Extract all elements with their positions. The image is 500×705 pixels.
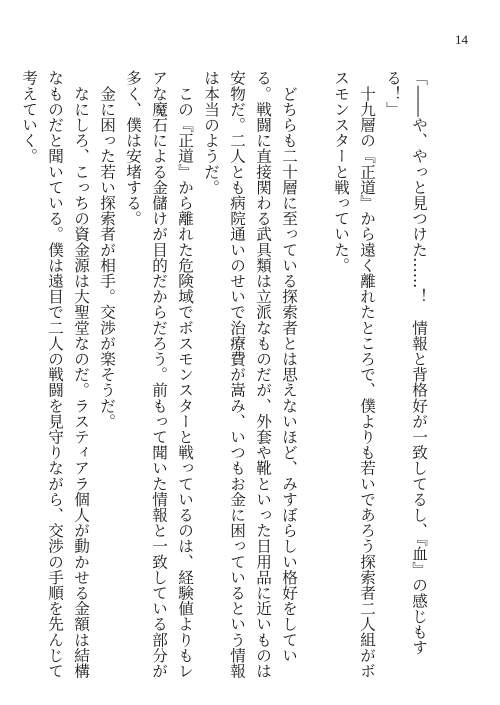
paragraph-break xyxy=(302,70,328,680)
paragraph-funding-source: なにしろ、こっちの資金源は大聖堂なのだ。ラスティアラ個人が動かせる金額は結構なものだと聞いている。僕は遠目で二人の戦闘を見守りながら、交渉の手順を先んじて考えていく。 xyxy=(20,70,90,679)
paragraph-break xyxy=(0,70,16,680)
page-number: 14 xyxy=(455,32,468,47)
paragraph-nineteenth-layer: 十九層の『正道』から遠く離れたところで、僕よりも若いであろう探索者二人組がボスモンスターと戦っていた。 xyxy=(332,70,376,679)
paragraph-easy-negotiation: 金に困った若い探索者が相手。交渉が楽そうだ。 xyxy=(98,70,116,429)
paragraph-shabby-explorers: どちらも二十層に至っている探索者とは思えないほど、みすぼらしい格好をしている。戦闘に直接関わる武具類は立派なものだが、外套や靴といった日用品に近いものは安物だ。二人とも病院通いのせいで治療費が嵩み、いつもお金に困っているという情報は本当のようだ。 xyxy=(202,70,298,679)
paragraph-danger-zone: この『正道』から離れた危険域でボスモンスターと戦っているのは、経験値よりもレアな魔石による金儲けが目的だからだろう。前もって聞いた情報と一致している部分が多く、僕は安堵する。 xyxy=(124,70,194,679)
paragraph-dialogue-found: 「――や、やっと見つけた……！ 情報と背格好が一致してるし、『血』の感じもする！」 xyxy=(384,70,428,655)
body-text xyxy=(20,70,432,680)
